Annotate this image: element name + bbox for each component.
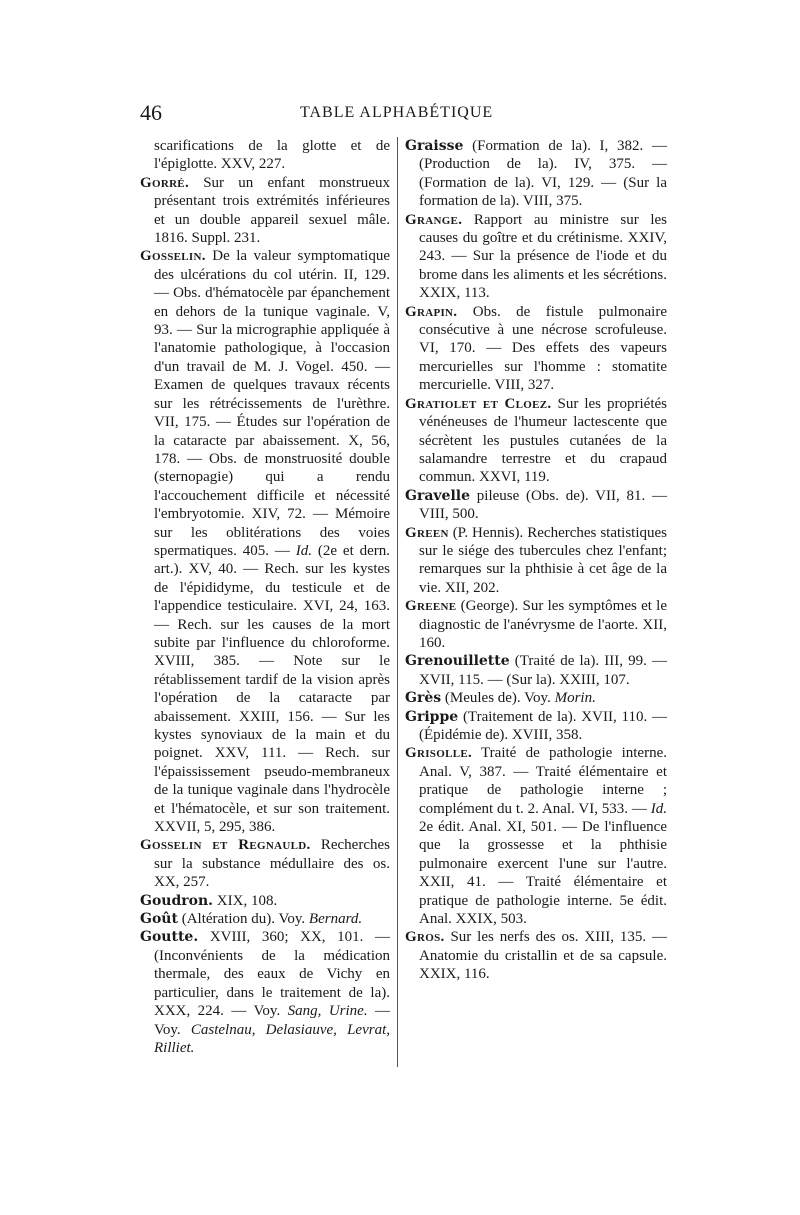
entry-headword: Greene (405, 598, 457, 615)
entry-text: Sur un enfant monstrueux présentant trois extrémités inférieures et un double appareil sexuel mâle. 1816. Suppl. 231. (154, 174, 391, 247)
running-title: TABLE ALPHABÉTIQUE (300, 104, 494, 121)
entry-text: Sur les propriétés vénéneuses de l'humeur lactescente que sécrètent les pustules cutanées de la salamandre terrestre et du crapaud commun. XXVI, 119. (419, 395, 668, 486)
index-entry (405, 652, 667, 689)
right-column (405, 137, 667, 984)
entry-headword: Gravelle (405, 487, 470, 504)
entry-headword: Grenouillette (405, 653, 510, 670)
entry-text: De la valeur symptomatique des ulcérations du col utérin. II, 129. — Obs. d'hématocèle par épanchement en dehors de la tunique vaginale. V, 93. — Sur la micrographie appliquée à l'anatomie pathologique, à l'occasion d'un travail de M. J. Vogel. 450. — Examen de quelques travaux récents sur les rétrécissements de l'urèthre. VII, 175. — Études sur l'opération de la cataracte par abaissement. X, 56, 178. — Obs. de monstruosité double (sternopagie) qui a rendu l'accouchement difficile et nécessité l'embryotomie. XIV, 72. — Mémoire sur les oblitérations des voies spermatiques. 405. — (154, 248, 390, 559)
entry-text: Recherches sur la substance médullaire des os. XX, 257. (154, 837, 390, 891)
entry-headword: Grapin. (405, 303, 458, 320)
entry-headword: Gorré. (140, 174, 189, 191)
entry-text-continued: — Voy. (154, 1003, 391, 1038)
index-entry (405, 395, 667, 487)
index-entry (405, 689, 667, 707)
entry-text: Sur les nerfs des os. XIII, 135. — Anatomie du cristallin et de sa capsule. XXIX, 116. (419, 929, 668, 983)
entry-headword: Goudron. (140, 892, 214, 909)
entry-headword: Grange. (405, 211, 463, 228)
entry-italic: Id. (650, 800, 668, 817)
index-entry (405, 744, 667, 928)
entry-text: Obs. de fistule pulmonaire consécutive à une nécrose scrofuleuse. VI, 170. — Des effets des vapeurs mercurielles sur l'homme : stomatite mercurielle. VIII, 327. (419, 303, 667, 394)
entry-headword: Gros. (405, 929, 445, 946)
index-entry (405, 487, 667, 524)
entry-text: Rapport au ministre sur les causes du goître et du crétinisme. XXIV, 243. — Sur la présence de l'iode et du brome dans les aliments et les sécrétions. XXIX, 113. (419, 211, 668, 302)
page-number: 46 (140, 100, 162, 125)
entry-headword: Gosselin. (140, 248, 206, 265)
index-entry (405, 211, 667, 303)
entry-italic: Bernard. (308, 911, 363, 928)
entry-text-continued: (2e et dern. art.). XV, 40. — Rech. sur les kystes de l'épididyme, du testicule et de l'appendice testiculaire. XVI, 24, 163. — Rech. sur les causes de la mort subite par l'influence du chloroforme. XVIII, 385. — Note sur le rétablissement tardif de la vision après l'opération de la cataracte par abaissement. XXIII, 156. — Sur les kystes synoviaux de la main et du poignet. XXV, 111. — Rech. sur l'épaississement pseudo-membraneux de la tunique vaginale dans l'hydrocèle et l'hématocèle, et sur son traitement. XXVII, 5, 295, 386. (154, 542, 391, 836)
entry-text: XVIII, 360; XX, 101. — (Inconvénients de la médication thermale, des eaux de Vichy en particulier, dans le traitement de la). XXX, 224. — Voy. (154, 929, 391, 1020)
entry-text: (Meules de). Voy. (444, 690, 551, 707)
continuation-text: scarifications de la glotte et de l'épiglotte. XXV, 227. (154, 138, 390, 173)
entry-italic-continued: Castelnau, Delasiauve, Levrat, Rilliet. (154, 1021, 391, 1056)
index-entry (405, 597, 667, 652)
entry-italic: Sang, Urine. (287, 1003, 368, 1020)
index-entry (140, 247, 390, 836)
entry-headword: Goût (140, 911, 178, 928)
entry-text: (Traité de la). III, 99. — XVII, 115. — (Sur la). XXIII, 107. (419, 653, 668, 688)
index-entry (140, 892, 390, 910)
entry-headword: Grès (405, 690, 442, 707)
index-entry (405, 137, 667, 211)
entry-text: pileuse (Obs. de). VII, 81. — VIII, 500. (419, 487, 668, 523)
index-entry (405, 303, 667, 395)
index-entry (140, 836, 390, 891)
index-entry (405, 524, 667, 598)
entry-text: Traité de pathologie interne. Anal. V, 387. — Traité élémentaire et pratique de pathologie interne ; complément du t. 2. Anal. VI, 533. — (419, 745, 667, 817)
entry-headword: Gosselin et Regnauld. (140, 837, 311, 854)
entry-italic: Id. (295, 542, 313, 559)
entry-headword: Green (405, 524, 449, 541)
entry-text: (P. Hennis). Recherches statistiques sur le siége des tubercules chez l'enfant; remarques sur la phthisie à cet âge de la vie. XII, 202. (419, 524, 667, 596)
entry-text: XIX, 108. (216, 892, 278, 909)
left-column (140, 137, 390, 1057)
entry-headword: Gratiolet et Cloez. (405, 395, 552, 412)
index-entry (140, 928, 390, 1057)
entry-text: (Formation de la). I, 382. — (Production de la). IV, 375. — (Formation de la). VI, 129. — (Sur la formation de la). VIII, 375. (419, 138, 668, 210)
entry-text: (George). Sur les symptômes et le diagnostic de l'anévrysme de l'aorte. XII, 160. (419, 598, 668, 651)
entry-headword: Grisolle. (405, 745, 473, 762)
entry-headword: Graisse (405, 138, 464, 154)
column-divider (397, 137, 398, 1067)
index-entry (405, 928, 667, 983)
entry-text-continued: 2e édit. Anal. XI, 501. — De l'influence que la grossesse et la phthisie pulmonaire exercent l'une sur l'autre. XXII, 41. — Traité élémentaire et pratique de pathologie interne. 5e édit. Anal. XXIX, 503. (419, 819, 667, 928)
entry-text: (Altération du). Voy. (181, 911, 306, 928)
entry-headword: Goutte. (140, 929, 199, 946)
entry-headword: Grippe (405, 708, 459, 725)
index-entry (405, 708, 667, 745)
index-entry (140, 174, 390, 248)
entry-italic: Morin. (554, 690, 596, 707)
index-entry (140, 910, 390, 928)
entry-text: (Traitement de la). XVII, 110. — (Épidémie de). XVIII, 358. (419, 708, 667, 743)
